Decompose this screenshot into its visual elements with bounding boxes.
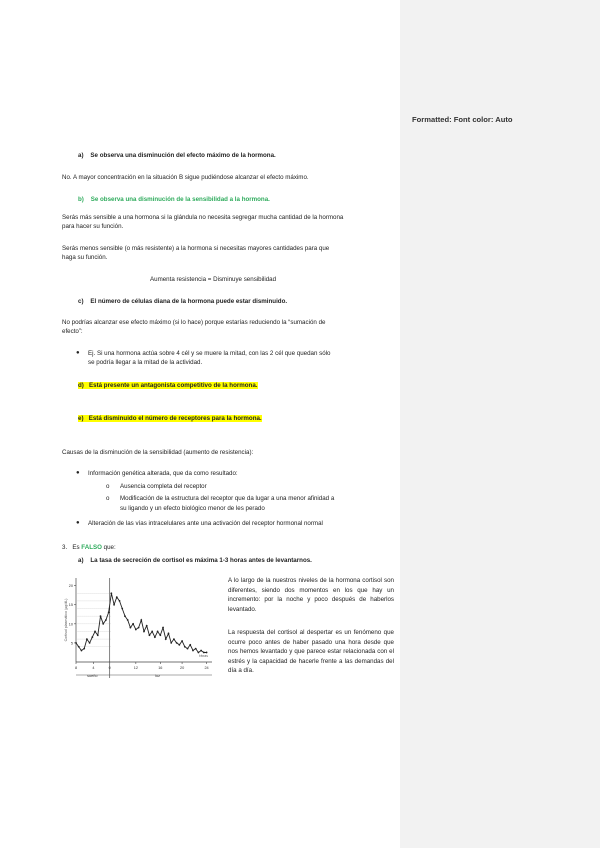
data-point: [91, 636, 93, 638]
data-point: [138, 627, 140, 629]
bullet-icon: ●: [76, 520, 80, 526]
causes-title: Causas de la disminución de la sensibilidad (aumento de resistencia):: [62, 449, 254, 456]
data-point: [192, 650, 194, 652]
data-point: [154, 636, 156, 638]
data-point: [173, 638, 175, 640]
data-point: [83, 648, 85, 650]
option-a-label: a): [78, 152, 84, 159]
data-point: [124, 615, 126, 617]
q3-option-a: [78, 556, 312, 566]
data-point: [78, 646, 80, 648]
bullet-icon: ●: [76, 350, 80, 356]
data-point: [181, 640, 183, 642]
data-point: [165, 638, 167, 640]
data-point: [200, 650, 202, 652]
data-point: [86, 638, 88, 640]
data-point: [143, 631, 145, 633]
q3-pre: Es: [72, 544, 82, 551]
y-tick-label: 5: [70, 641, 73, 646]
data-point: [189, 644, 191, 646]
data-point: [170, 642, 172, 644]
option-e-text: Está disminuido el número de receptores para la hormona.: [88, 415, 262, 422]
option-b-label: b): [78, 196, 84, 203]
paragraph-2: La respuesta del cortisol al despertar es un fenómeno que ocurre poco antes de haber pasado una hora desde que nos hemos levantado y que parece estar relacionada con el estrés y la capacidad de hacerle frente a las demandas del día a día.: [228, 629, 394, 675]
sens-less-line2: haga su función.: [62, 254, 108, 261]
q3-post: que:: [101, 544, 116, 551]
sens-less-line1: Serás menos sensible (o más resistente) a la hormona si necesitas mayores cantidades para que: [62, 245, 330, 252]
sub-bullet-icon: o: [106, 483, 110, 490]
data-point: [168, 632, 170, 634]
q3-falso: FALSO: [81, 544, 102, 551]
comment-pane: [400, 0, 600, 848]
data-point: [97, 634, 99, 636]
q3-heading: [62, 543, 116, 553]
series-line: [76, 593, 207, 652]
data-point: [132, 623, 134, 625]
data-point: [178, 644, 180, 646]
sub-cause-1: Ausencia completa del receptor: [120, 483, 207, 490]
option-c-text: El número de células diana de la hormona puede estar disminuido.: [90, 298, 288, 305]
option-d: [78, 381, 258, 391]
data-point: [159, 634, 161, 636]
data-point: [130, 627, 132, 629]
data-point: [110, 592, 112, 594]
data-point: [116, 596, 118, 598]
option-c-label: c): [78, 298, 84, 305]
option-a: [78, 151, 276, 161]
sens-more-line1: Serás más sensible a una hormona si la glándula no necesita segregar mucha cantidad de la hormona: [62, 214, 344, 221]
option-b-text: Se observa una disminución de la sensibilidad a la hormona.: [90, 196, 270, 203]
c-answer-line1: No podrías alcanzar ese efecto máximo (si lo hace) porque estarías reduciendo la “sumación de: [62, 319, 326, 326]
data-point: [108, 611, 110, 613]
c-example-line2: se podría llegar a la mitad de la actividad.: [88, 359, 203, 366]
option-a-text: Se observa una disminución del efecto máximo de la hormona.: [90, 152, 276, 159]
c-example-line1: Ej. Si una hormona actúa sobre 4 cél y se muere la mitad, con las 2 cél que quedan sólo: [88, 350, 331, 357]
data-point: [102, 623, 104, 625]
sub-bullet-icon: o: [106, 495, 110, 502]
option-d-label: d): [78, 382, 84, 389]
data-point: [113, 604, 115, 606]
formula-line: Aumenta resistencia = Disminuye sensibilidad: [150, 276, 277, 283]
q3-option-a-text: La tasa de secreción de cortisol es máxima 1-3 horas antes de levantarnos.: [90, 557, 312, 564]
data-point: [140, 619, 142, 621]
option-e-label: e): [78, 415, 84, 422]
data-point: [162, 627, 164, 629]
data-point: [203, 652, 205, 654]
x-tick-label: 4: [92, 666, 95, 670]
cause-2: Alteración de las vías intracelulares ante una activación del receptor hormonal normal: [88, 520, 323, 527]
data-point: [135, 629, 137, 631]
sub-cause-2-line2: su ligando y un efecto biológico menor de les perado: [120, 505, 265, 512]
data-point: [121, 608, 123, 610]
data-point: [127, 619, 129, 621]
data-point: [94, 631, 96, 633]
y-tick-label: 10: [68, 622, 73, 627]
data-point: [146, 625, 148, 627]
comment-title: Formatted: Font color: Auto: [412, 115, 513, 124]
band-label-sleep: sueño: [87, 674, 98, 678]
option-d-text: Está presente un antagonista competitivo de la hormona.: [89, 382, 258, 389]
x-tick-label: 12: [133, 666, 138, 670]
y-axis-label: Cortisol plasmático (µg/dL): [64, 598, 68, 642]
y-tick-label: 15: [68, 603, 73, 608]
q3-number: 3.: [62, 544, 68, 551]
data-point: [195, 648, 197, 650]
data-point: [198, 652, 200, 654]
data-point: [119, 600, 121, 602]
data-point: [184, 646, 186, 648]
x-axis-label: Horas: [198, 654, 208, 658]
option-c: [78, 297, 287, 307]
data-point: [187, 648, 189, 650]
data-point: [149, 634, 151, 636]
data-point: [151, 631, 153, 633]
sens-more-line2: para hacer su función.: [62, 223, 124, 230]
bullet-icon: ●: [76, 470, 80, 476]
x-tick-label: 0: [108, 666, 111, 670]
paragraph-1: A lo largo de la nuestros niveles de la hormona cortisol son diferentes, siendo dos momentos en los que hay un incremento: por la noche y poco después de haberlos levantado.: [228, 577, 394, 613]
option-a-answer: No. A mayor concentración en la situación B sigue pudiéndose alcanzar el efecto máximo.: [62, 174, 309, 181]
q3-option-a-label: a): [78, 557, 84, 564]
x-tick-label: 16: [158, 666, 163, 670]
data-point: [105, 619, 107, 621]
data-point: [157, 631, 159, 633]
x-tick-label: 8: [74, 666, 78, 670]
data-point: [176, 642, 178, 644]
data-point: [81, 650, 83, 652]
data-point: [75, 642, 77, 644]
cortisol-chart: [60, 570, 220, 695]
x-tick-label: 20: [179, 666, 185, 670]
data-point: [89, 642, 91, 644]
data-point: [100, 615, 102, 617]
sub-cause-2-line1: Modificación de la estructura del receptor que da lugar a una menor afinidad a: [120, 495, 335, 502]
data-point: [206, 652, 208, 654]
c-answer-line2: efecto”:: [62, 328, 83, 335]
cause-1: Información genética alterada, que da como resultado:: [88, 470, 238, 477]
option-e: [78, 414, 262, 424]
band-label-light: luz: [155, 674, 161, 678]
x-tick-label: 24: [204, 666, 209, 670]
y-tick-label: 20: [68, 584, 73, 589]
option-b: [78, 195, 270, 205]
